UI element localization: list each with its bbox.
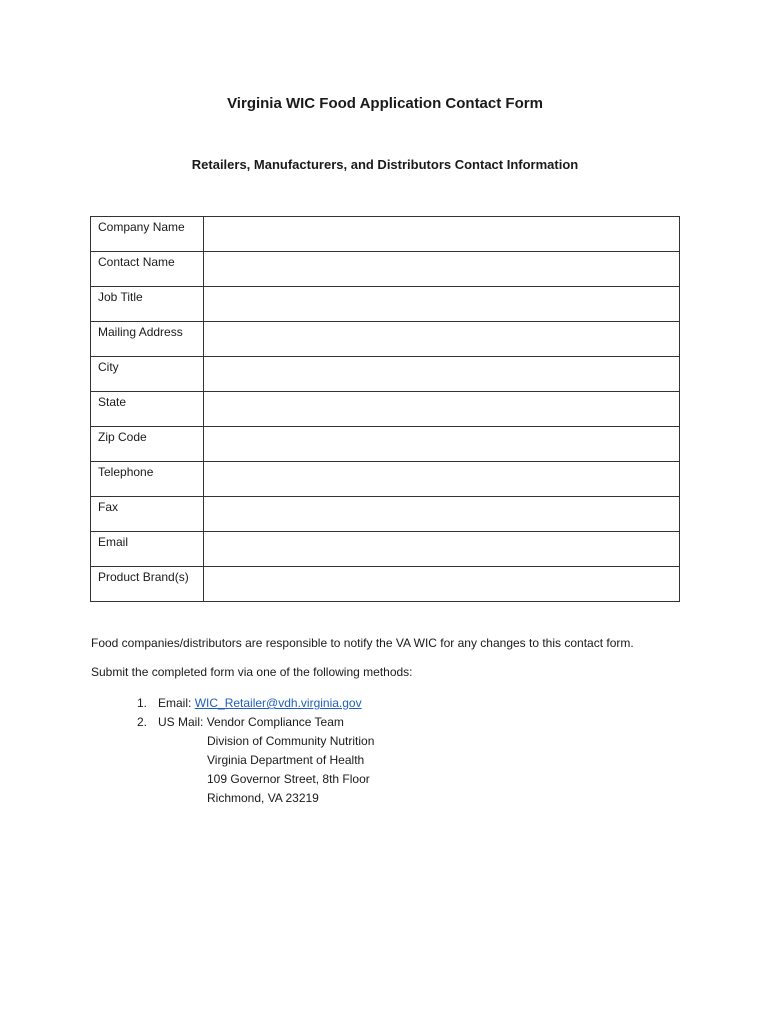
field-label-cell — [91, 252, 204, 287]
address-line: Division of Community Nutrition — [207, 734, 375, 748]
field-label-cell — [91, 532, 204, 567]
field-label: Fax — [98, 500, 119, 514]
job-title-field[interactable] — [204, 287, 680, 322]
field-label-cell — [91, 287, 204, 322]
fax-field[interactable] — [204, 497, 680, 532]
field-label-cell — [91, 497, 204, 532]
field-label-cell — [91, 322, 204, 357]
table-row — [91, 322, 680, 357]
submit-intro-text: Submit the completed form via one of the following methods: — [91, 665, 413, 679]
list-number: 2. — [137, 715, 148, 729]
page-title: Virginia WIC Food Application Contact Form — [227, 95, 543, 112]
field-label-cell — [91, 357, 204, 392]
field-label: Product Brand(s) — [98, 570, 189, 584]
table-row — [91, 427, 680, 462]
email-field[interactable] — [204, 532, 680, 567]
table-row — [91, 252, 680, 287]
telephone-field[interactable] — [204, 462, 680, 497]
table-row — [91, 567, 680, 602]
table-row — [91, 462, 680, 497]
address-line: Vendor Compliance Team — [206, 715, 344, 729]
table-row — [91, 357, 680, 392]
submission-methods-list — [137, 694, 374, 808]
field-label: Email — [98, 535, 129, 549]
field-label-cell — [91, 462, 204, 497]
table-row — [91, 392, 680, 427]
field-label: Contact Name — [98, 255, 175, 269]
field-label: Telephone — [98, 465, 154, 479]
table-row — [91, 217, 680, 252]
method-us-mail — [137, 713, 374, 808]
state-field[interactable] — [204, 392, 680, 427]
page-subtitle: Retailers, Manufacturers, and Distributors Contact Information — [191, 157, 579, 172]
city-field[interactable] — [204, 357, 680, 392]
zip-code-field[interactable] — [204, 427, 680, 462]
field-label: City — [98, 360, 119, 374]
notice-text: Food companies/distributors are responsible to notify the VA WIC for any changes to this contact form. — [91, 636, 634, 650]
method-email — [137, 694, 374, 713]
company-name-field[interactable] — [204, 217, 680, 252]
email-link[interactable]: WIC_Retailer@vdh.virginia.gov — [194, 696, 362, 710]
field-label: State — [98, 395, 127, 409]
field-label: Zip Code — [98, 430, 147, 444]
contact-info-table — [90, 216, 680, 602]
table-row — [91, 497, 680, 532]
field-label: Job Title — [98, 290, 143, 304]
field-label-cell — [91, 567, 204, 602]
list-number: 1. — [137, 696, 148, 710]
field-label-cell — [91, 392, 204, 427]
mailing-address-field[interactable] — [204, 322, 680, 357]
field-label: Company Name — [98, 220, 185, 234]
product-brands-field[interactable] — [204, 567, 680, 602]
field-label: Mailing Address — [98, 325, 183, 339]
contact-name-field[interactable] — [204, 252, 680, 287]
table-row — [91, 532, 680, 567]
address-line: Virginia Department of Health — [207, 753, 365, 767]
address-line: Richmond, VA 23219 — [207, 791, 319, 805]
table-row — [91, 287, 680, 322]
address-line: 109 Governor Street, 8th Floor — [207, 772, 370, 786]
method-label: Email: — [158, 696, 195, 710]
field-label-cell — [91, 427, 204, 462]
method-label: US Mail: — [158, 715, 207, 729]
field-label-cell — [91, 217, 204, 252]
